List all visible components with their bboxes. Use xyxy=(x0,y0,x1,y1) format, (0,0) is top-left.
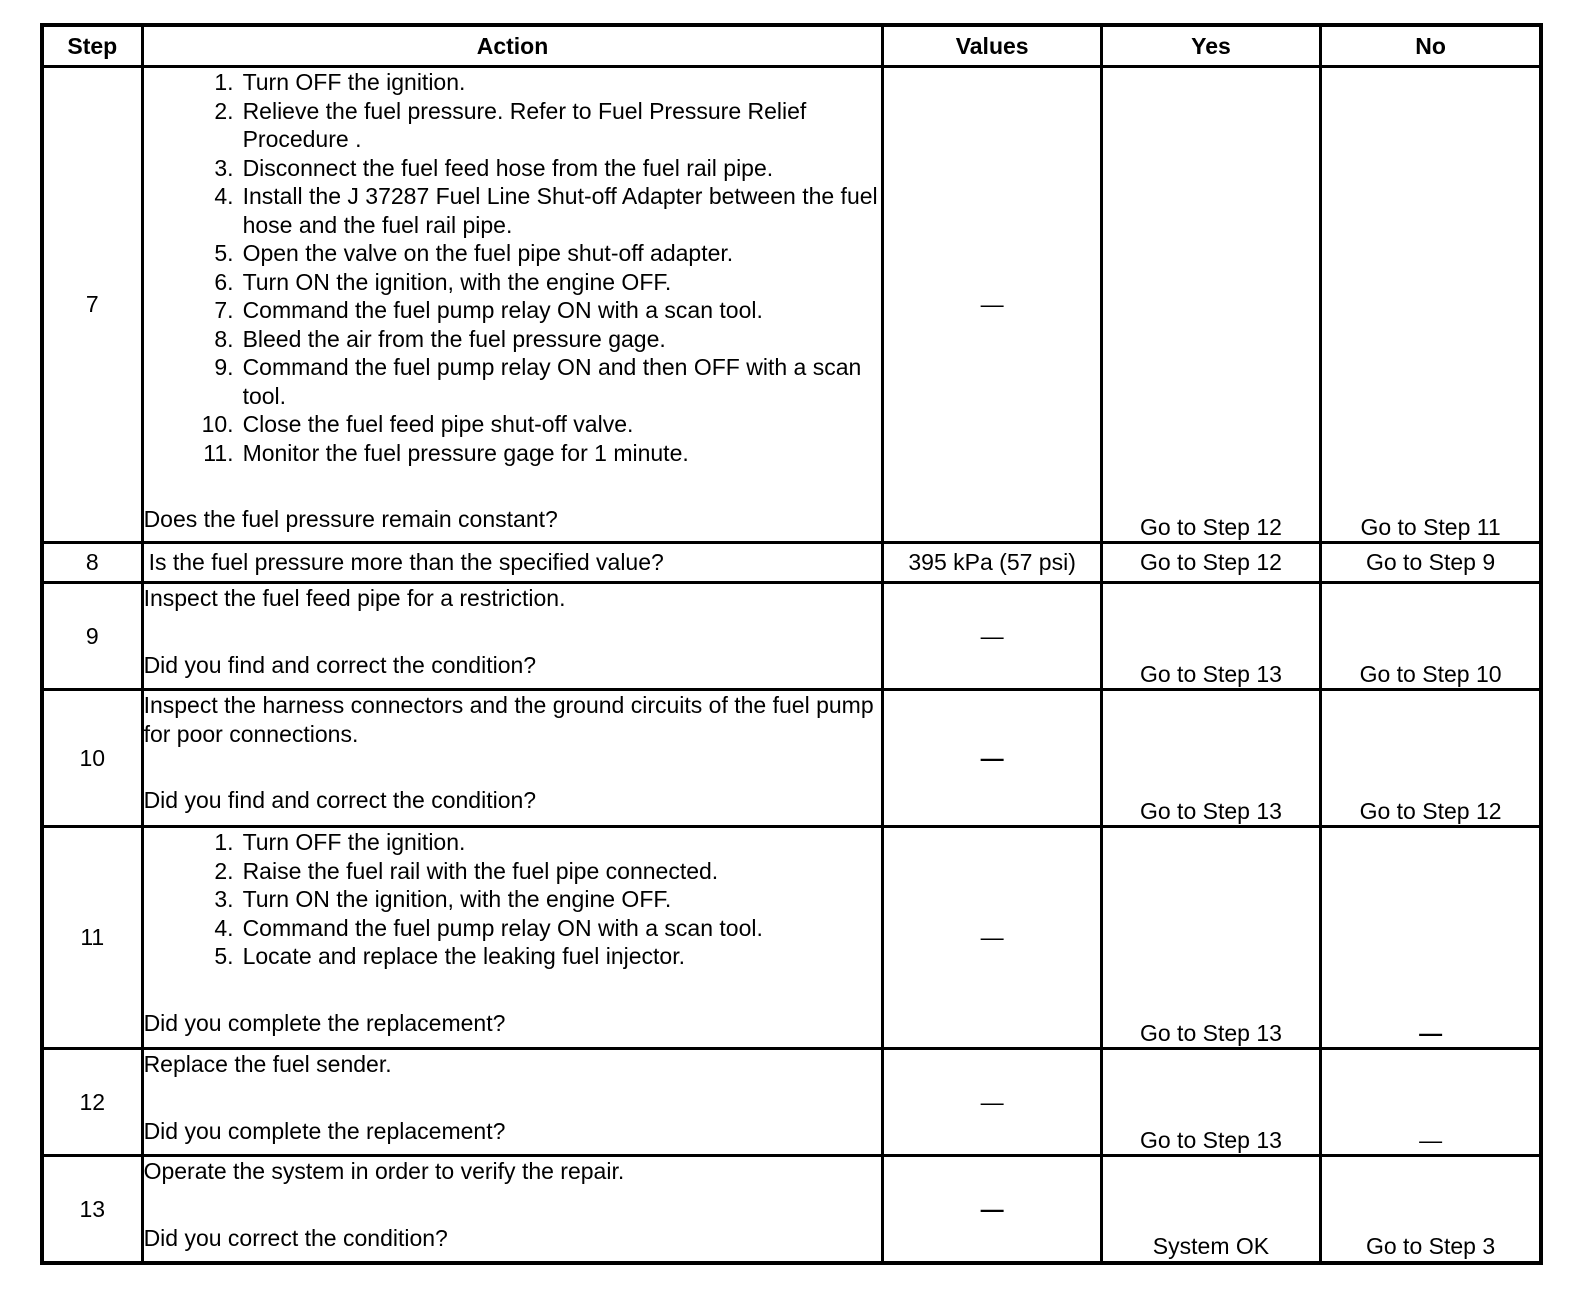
question-text: Did you find and correct the condition? xyxy=(143,651,537,678)
values-cell: — xyxy=(883,67,1101,543)
step-number: 8 xyxy=(42,543,142,583)
question-text: Did you find and correct the condition? xyxy=(143,787,537,813)
procedure-item: 3. Turn ON the ignition, with the engine OFF. xyxy=(214,886,672,912)
procedure-item: 9. Command the fuel pump relay ON and then OFF with a scan tool. xyxy=(214,354,862,409)
step-number: 9 xyxy=(42,583,142,690)
values-cell: — xyxy=(883,1049,1101,1156)
instruction-text: Operate the system in order to verify the repair. xyxy=(143,1158,625,1184)
no-cell: — xyxy=(1321,1049,1541,1156)
step-number: 7 xyxy=(42,67,142,543)
table-row xyxy=(42,583,1541,690)
action-cell xyxy=(142,583,883,690)
action-cell xyxy=(142,690,883,827)
instruction-text: Inspect the fuel feed pipe for a restriction. xyxy=(143,585,566,611)
header-values: Values xyxy=(883,25,1101,67)
procedure-item: 4. Install the J 37287 Fuel Line Shut-off Adapter between the fuel hose and the fuel rail pipe. xyxy=(214,183,878,238)
values-cell: — xyxy=(883,1156,1101,1263)
action-cell xyxy=(142,67,883,543)
instruction-text: Replace the fuel sender. xyxy=(143,1051,392,1077)
values-cell: — xyxy=(883,583,1101,690)
procedure-item: 2. Raise the fuel rail with the fuel pipe connected. xyxy=(214,857,719,884)
yes-cell: Go to Step 13 xyxy=(1101,1049,1320,1156)
yes-cell: Go to Step 13 xyxy=(1101,583,1320,690)
action-cell xyxy=(142,1156,883,1263)
action-cell xyxy=(142,827,883,1049)
procedure-item: 8. Bleed the air from the fuel pressure gage. xyxy=(214,325,666,352)
header-no: No xyxy=(1321,25,1541,67)
procedure-item: 5. Locate and replace the leaking fuel injector. xyxy=(214,943,685,969)
question-text: Did you correct the condition? xyxy=(143,1224,448,1251)
procedure-item: 11. Monitor the fuel pressure gage for 1 minute. xyxy=(203,439,689,466)
step-number: 13 xyxy=(42,1156,142,1263)
values-cell: — xyxy=(883,690,1101,827)
action-cell xyxy=(142,1049,883,1156)
no-cell: Go to Step 10 xyxy=(1321,583,1541,690)
no-cell: — xyxy=(1321,827,1541,1049)
header-step: Step xyxy=(42,25,142,67)
procedure-item: 5. Open the valve on the fuel pipe shut-off adapter. xyxy=(214,240,734,266)
procedure-item: 4. Command the fuel pump relay ON with a scan tool. xyxy=(214,914,763,941)
question-text: Does the fuel pressure remain constant? xyxy=(143,506,558,532)
yes-cell: Go to Step 12 xyxy=(1101,67,1320,543)
step-number: 11 xyxy=(42,827,142,1049)
diagnostic-table xyxy=(40,23,1543,1265)
header-yes: Yes xyxy=(1101,25,1320,67)
procedure-list xyxy=(144,68,882,467)
procedure-item: 1. Turn OFF the ignition. xyxy=(214,69,466,95)
no-cell: Go to Step 9 xyxy=(1321,543,1541,583)
values-cell: — xyxy=(883,827,1101,1049)
no-cell: Go to Step 3 xyxy=(1321,1156,1541,1263)
procedure-list xyxy=(144,828,882,971)
header-row xyxy=(42,25,1541,67)
table-row xyxy=(42,1156,1541,1263)
yes-cell: Go to Step 12 xyxy=(1101,543,1320,583)
question-text: Did you complete the replacement? xyxy=(143,1009,506,1036)
procedure-item: 10. Close the fuel feed pipe shut-off valve. xyxy=(201,411,634,437)
no-cell: Go to Step 12 xyxy=(1321,690,1541,827)
table-row xyxy=(42,543,1541,583)
yes-cell: Go to Step 13 xyxy=(1101,827,1320,1049)
procedure-item: 7. Command the fuel pump relay ON with a scan tool. xyxy=(214,297,763,323)
yes-cell: System OK xyxy=(1101,1156,1320,1263)
procedure-item: 6. Turn ON the ignition, with the engine OFF. xyxy=(214,268,672,295)
instruction-text: Inspect the harness connectors and the ground circuits of the fuel pump for poor connections. xyxy=(143,692,874,747)
procedure-item: 3. Disconnect the fuel feed hose from the fuel rail pipe. xyxy=(214,154,774,181)
question-text: Did you complete the replacement? xyxy=(143,1117,506,1144)
step-number: 10 xyxy=(42,690,142,827)
yes-cell: Go to Step 13 xyxy=(1101,690,1320,827)
question-text: Is the fuel pressure more than the specified value? xyxy=(142,543,883,583)
header-action: Action xyxy=(142,25,883,67)
procedure-item: 2. Relieve the fuel pressure. Refer to Fuel Pressure Relief Procedure . xyxy=(214,97,807,152)
table-row xyxy=(42,1049,1541,1156)
values-cell: 395 kPa (57 psi) xyxy=(883,543,1101,583)
no-cell: Go to Step 11 xyxy=(1321,67,1541,543)
procedure-item: 1. Turn OFF the ignition. xyxy=(214,829,466,855)
step-number: 12 xyxy=(42,1049,142,1156)
table-row xyxy=(42,690,1541,827)
table-row xyxy=(42,827,1541,1049)
table-row xyxy=(42,67,1541,543)
